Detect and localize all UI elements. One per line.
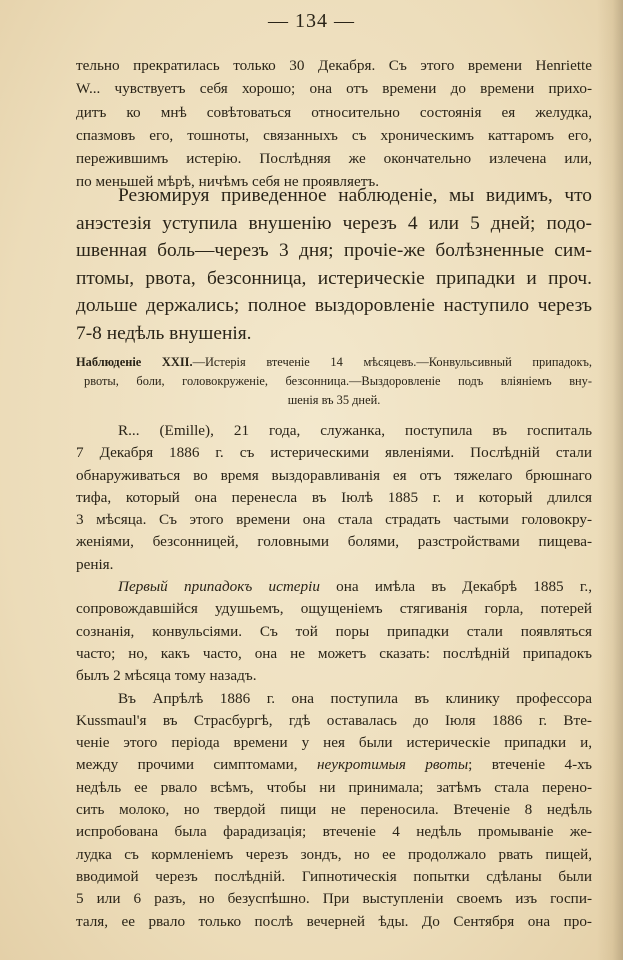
text-line: былъ 2 мѣсяца тому назадъ. — [76, 667, 257, 685]
text-line: дитъ ко мнѣ совѣтоваться относительно состоянія ея желудка, — [76, 103, 592, 121]
text-line: рвоты, боли, головокруженіе, безсонница.—Выздоровленіе подъ вліяніемъ вну- — [84, 374, 592, 388]
text-line: Первый припадокъ истеріи она имѣла въ Декабрѣ 1885 г., — [118, 578, 592, 596]
text-line: W... чувствуетъ себя хорошо; она отъ времени до времени прихо- — [76, 80, 592, 98]
text-line: швенная боль—черезъ 3 дня; прочіе-же болѣзненные сим- — [76, 240, 592, 261]
text-line: птомы, рвота, безсонница, истерическіе припадки и проч. — [76, 267, 592, 289]
text-line: по меньшей мѣрѣ, ничѣмъ себя не проявляетъ. — [76, 173, 380, 191]
text-line: ченіе этого періода времени у нея были истерическіе припадки и, — [76, 734, 592, 752]
text-line: R... (Emille), 21 года, служанка, поступила въ госпиталь — [118, 422, 592, 439]
text-line: Въ Апрѣлѣ 1886 г. она поступила въ клинику профессора — [118, 689, 592, 707]
text-line: 7 Декабря 1886 г. съ истерическими явленіями. Послѣдній стали — [76, 444, 592, 462]
text-line: испробована была фарадизація; втеченіе 4 недѣль промываніе же- — [76, 823, 592, 841]
text-line: тельно прекратилась только 30 Декабря. Съ этого времени Henriette — [76, 57, 592, 74]
italic-phrase: неукротимыя рвоты — [316, 756, 469, 774]
paragraph — [76, 420, 592, 576]
text-line: пережившимъ истерію. Послѣдняя же окончательно излечена или, — [76, 150, 592, 168]
text-line: ренія. — [76, 555, 114, 573]
text-line: таля, ее рвало только послѣ вечерней ѣды. До Сентября она про- — [76, 912, 592, 930]
text-line: дольше держались; полное выздоровленіе наступило черезъ — [76, 295, 592, 316]
text-line: часто; но, какъ часто, она не можетъ сказать: послѣдній припадокъ — [76, 644, 592, 662]
text-line: 3 мѣсяца. Съ этого времени она стала страдать частыми головокру- — [76, 511, 592, 529]
text-line: недѣль ее рвало всѣмъ, чтобы ни принимала; затѣмъ стала перено- — [76, 778, 592, 796]
page-number: — 134 — — [268, 10, 355, 32]
text-line: тифа, который она перенесла въ Іюлѣ 1885 г. и который длился — [76, 488, 592, 506]
text-line: сопровождавшійся удушьемъ, ощущеніемъ стягиванія горла, потерей — [76, 600, 592, 618]
text-line: Резюмируя приведенное наблюденіе, мы видимъ, что — [118, 185, 592, 206]
text-line: сознанія, конвульсіями. Съ той поры припадки стали появляться — [76, 622, 592, 640]
paragraph — [76, 688, 592, 933]
text-line: сить молоко, но твердой пищи не переносила. Втеченіе 8 недѣль — [76, 801, 592, 819]
text-line: вводимой черезъ послѣдній. Гипнотическія попытки сдѣланы были — [76, 867, 592, 885]
text-line: шенія въ 35 дней. — [287, 393, 381, 407]
paragraph-continued — [76, 54, 592, 194]
text-line: спазмовъ его, тошноты, связанныхъ съ хроническимъ каттаромъ его, — [76, 126, 592, 144]
text-line: анэстезія уступила внушенію черезъ 4 или 5 дней; подо- — [76, 212, 592, 234]
case-body — [76, 420, 592, 933]
text-line — [76, 353, 592, 372]
summary-paragraph — [76, 182, 592, 347]
observation-heading — [76, 353, 592, 410]
paragraph — [76, 576, 592, 687]
text-line: Kussmaul'я въ Страсбургѣ, гдѣ оставалась до Іюля 1886 г. Вте- — [76, 711, 592, 729]
text-line: лудка съ кормленіемъ черезъ зондъ, но ее продолжало рвать пищей, — [76, 845, 592, 863]
text-line: между прочими симптомами, неукротимыя рвоты; втеченіе 4-хъ — [76, 756, 592, 774]
text-line: 7-8 недѣль внушенія. — [76, 322, 252, 344]
text-line: обнаруживаться во время выздоравливанія ея отъ тяжелаго брюшнаго — [76, 466, 592, 484]
observation-title: —Истерія втеченіе 14 мѣсяцевъ.—Конвульсивный припадокъ, — [192, 355, 592, 369]
text-line: 5 или 6 разъ, но безуспѣшно. При выступленіи своемъ изъ госпи- — [76, 890, 592, 908]
italic-phrase: Первый припадокъ истеріи — [118, 578, 320, 596]
text-line: женіями, безсонницей, головными болями, разстройствами пищева- — [76, 533, 592, 551]
observation-label: Наблюденіе XXII. — [76, 355, 193, 369]
